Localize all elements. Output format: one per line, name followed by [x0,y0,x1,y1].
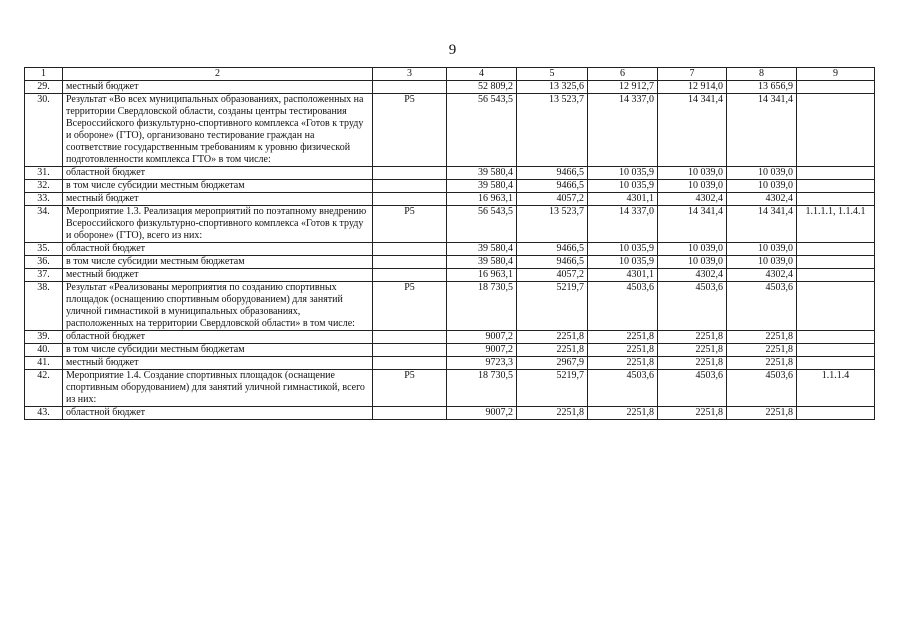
table-row [25,407,875,420]
row-code [373,256,447,269]
value-col-6: 2251,8 [588,407,658,420]
value-col-6: 4301,1 [588,269,658,282]
value-col-6: 4503,6 [588,370,658,407]
value-col-4: 39 580,4 [447,167,517,180]
value-col-7: 4503,6 [658,282,727,331]
value-col-7: 2251,8 [658,344,727,357]
value-col-4: 9007,2 [447,407,517,420]
row-description: Результат «Во всех муниципальных образованиях, расположенных на территории Свердловской области, созданы центры тестирования Всероссийского физкультурно-спортивного комплекса «Готов к труду и обороне» (ГТО), организовано тестирование граждан на соответствие государственным требованиям к уровню физической подготовленности комплекса ГТО» в том числе: [63,94,373,167]
value-col-8: 4302,4 [727,269,797,282]
column-header: 2 [63,68,373,81]
value-col-7: 12 914,0 [658,81,727,94]
table-row [25,243,875,256]
value-col-4: 39 580,4 [447,180,517,193]
table-row [25,206,875,243]
row-number: 32. [25,180,63,193]
value-col-7: 4503,6 [658,370,727,407]
budget-table [24,67,875,420]
value-col-5: 2251,8 [517,407,588,420]
row-number: 40. [25,344,63,357]
value-col-6: 2251,8 [588,331,658,344]
value-col-7: 2251,8 [658,357,727,370]
row-code [373,331,447,344]
value-col-7: 14 341,4 [658,206,727,243]
row-code [373,269,447,282]
table-row [25,357,875,370]
row-number: 34. [25,206,63,243]
column-header: 9 [797,68,875,81]
value-col-6: 10 035,9 [588,243,658,256]
value-col-4: 9723,3 [447,357,517,370]
row-code [373,243,447,256]
value-col-4: 18 730,5 [447,282,517,331]
column-header: 1 [25,68,63,81]
value-col-7: 10 039,0 [658,243,727,256]
value-col-4: 9007,2 [447,331,517,344]
column-header: 4 [447,68,517,81]
row-description: Результат «Реализованы мероприятия по созданию спортивных площадок (оснащению спортивным оборудованием) для занятий уличной гимнастикой в муниципальных образованиях, расположенных на территории Свердловской области» в том числе: [63,282,373,331]
value-col-5: 13 325,6 [517,81,588,94]
table-row [25,370,875,407]
value-col-7: 4302,4 [658,269,727,282]
value-col-5: 9466,5 [517,256,588,269]
row-number: 35. [25,243,63,256]
row-description: Мероприятие 1.3. Реализация мероприятий по поэтапному внедрению Всероссийского физкультурно-спортивного комплекса «Готов к труду и обороне» (ГТО), всего из них: [63,206,373,243]
row-code [373,193,447,206]
row-code: Р5 [373,206,447,243]
value-col-8: 4302,4 [727,193,797,206]
table-header-row [25,68,875,81]
row-number: 31. [25,167,63,180]
column-header: 8 [727,68,797,81]
table-row [25,269,875,282]
row-reference [797,81,875,94]
value-col-7: 10 039,0 [658,256,727,269]
row-description: областной бюджет [63,167,373,180]
row-code [373,344,447,357]
row-code: Р5 [373,370,447,407]
value-col-8: 14 341,4 [727,206,797,243]
table-row [25,94,875,167]
value-col-8: 4503,6 [727,282,797,331]
row-number: 39. [25,331,63,344]
value-col-7: 2251,8 [658,331,727,344]
row-description: местный бюджет [63,193,373,206]
row-reference [797,243,875,256]
row-description: областной бюджет [63,331,373,344]
row-number: 29. [25,81,63,94]
row-code [373,407,447,420]
row-reference [797,193,875,206]
row-reference [797,94,875,167]
value-col-4: 56 543,5 [447,206,517,243]
value-col-5: 5219,7 [517,282,588,331]
row-number: 37. [25,269,63,282]
table-row [25,256,875,269]
row-reference: 1.1.1.1, 1.1.4.1 [797,206,875,243]
row-code [373,81,447,94]
value-col-6: 14 337,0 [588,94,658,167]
value-col-4: 56 543,5 [447,94,517,167]
row-number: 43. [25,407,63,420]
value-col-8: 2251,8 [727,357,797,370]
column-header: 3 [373,68,447,81]
value-col-6: 4301,1 [588,193,658,206]
value-col-8: 10 039,0 [727,167,797,180]
row-reference [797,407,875,420]
value-col-7: 2251,8 [658,407,727,420]
value-col-5: 2967,9 [517,357,588,370]
value-col-5: 4057,2 [517,193,588,206]
value-col-6: 10 035,9 [588,256,658,269]
value-col-4: 9007,2 [447,344,517,357]
value-col-7: 14 341,4 [658,94,727,167]
row-description: областной бюджет [63,407,373,420]
table-row [25,81,875,94]
value-col-6: 10 035,9 [588,180,658,193]
row-description: местный бюджет [63,269,373,282]
value-col-8: 10 039,0 [727,243,797,256]
row-description: в том числе субсидии местным бюджетам [63,180,373,193]
row-code: Р5 [373,282,447,331]
value-col-4: 39 580,4 [447,243,517,256]
row-description: в том числе субсидии местным бюджетам [63,256,373,269]
value-col-7: 10 039,0 [658,167,727,180]
table-row [25,344,875,357]
value-col-8: 10 039,0 [727,180,797,193]
value-col-5: 2251,8 [517,331,588,344]
table-row [25,180,875,193]
value-col-4: 16 963,1 [447,269,517,282]
row-reference [797,331,875,344]
value-col-5: 13 523,7 [517,94,588,167]
column-header: 7 [658,68,727,81]
row-description: Мероприятие 1.4. Создание спортивных площадок (оснащение спортивным оборудованием) для занятий уличной гимнастикой, всего из них: [63,370,373,407]
value-col-5: 9466,5 [517,243,588,256]
row-code [373,167,447,180]
row-code: Р5 [373,94,447,167]
value-col-4: 18 730,5 [447,370,517,407]
row-reference [797,180,875,193]
value-col-8: 4503,6 [727,370,797,407]
row-number: 38. [25,282,63,331]
value-col-5: 4057,2 [517,269,588,282]
row-reference: 1.1.1.4 [797,370,875,407]
row-description: местный бюджет [63,357,373,370]
column-header: 5 [517,68,588,81]
row-number: 33. [25,193,63,206]
value-col-5: 5219,7 [517,370,588,407]
row-code [373,357,447,370]
value-col-6: 10 035,9 [588,167,658,180]
value-col-6: 4503,6 [588,282,658,331]
row-code [373,180,447,193]
column-header: 6 [588,68,658,81]
value-col-5: 2251,8 [517,344,588,357]
value-col-5: 9466,5 [517,167,588,180]
row-description: областной бюджет [63,243,373,256]
value-col-6: 14 337,0 [588,206,658,243]
table-row [25,193,875,206]
value-col-5: 9466,5 [517,180,588,193]
row-reference [797,269,875,282]
row-number: 42. [25,370,63,407]
table-row [25,282,875,331]
value-col-8: 14 341,4 [727,94,797,167]
value-col-4: 39 580,4 [447,256,517,269]
value-col-6: 2251,8 [588,357,658,370]
value-col-7: 10 039,0 [658,180,727,193]
value-col-4: 16 963,1 [447,193,517,206]
value-col-8: 2251,8 [727,344,797,357]
row-reference [797,344,875,357]
row-reference [797,167,875,180]
value-col-7: 4302,4 [658,193,727,206]
table-row [25,167,875,180]
value-col-4: 52 809,2 [447,81,517,94]
row-reference [797,357,875,370]
value-col-8: 10 039,0 [727,256,797,269]
row-reference [797,256,875,269]
value-col-8: 2251,8 [727,407,797,420]
row-description: местный бюджет [63,81,373,94]
row-number: 30. [25,94,63,167]
value-col-8: 13 656,9 [727,81,797,94]
row-description: в том числе субсидии местным бюджетам [63,344,373,357]
row-number: 36. [25,256,63,269]
value-col-6: 12 912,7 [588,81,658,94]
page-number: 9 [448,42,457,58]
row-reference [797,282,875,331]
table-row [25,331,875,344]
value-col-8: 2251,8 [727,331,797,344]
value-col-6: 2251,8 [588,344,658,357]
value-col-5: 13 523,7 [517,206,588,243]
row-number: 41. [25,357,63,370]
